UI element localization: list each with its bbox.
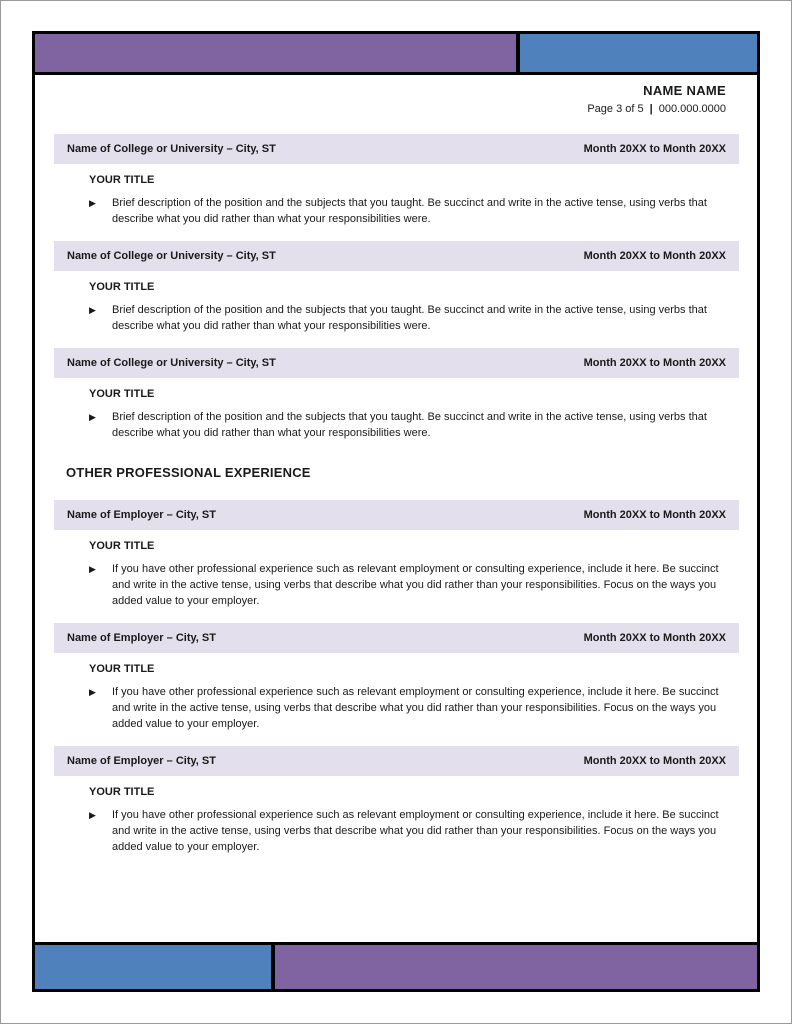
entry-dates: Month 20XX to Month 20XX [583, 250, 726, 262]
entry-title: YOUR TITLE [89, 786, 155, 798]
bottom-color-band [35, 942, 757, 989]
entry-dates: Month 20XX to Month 20XX [583, 357, 726, 369]
top-blue-block [520, 34, 757, 72]
entry-bullet [89, 195, 739, 227]
entry-header-bar [54, 134, 739, 164]
right-triangle-bullet-icon: ▶ [89, 810, 96, 820]
entry-organization: Name of Employer – City, ST [67, 509, 216, 521]
phone-number: 000.000.0000 [658, 103, 726, 115]
header-separator: | [649, 103, 653, 115]
entry-dates: Month 20XX to Month 20XX [583, 143, 726, 155]
entry-bullet [89, 807, 739, 855]
resume-content [54, 134, 739, 869]
entry-description: If you have other professional experience such as relevant employment or consulting experience, include it here. Be succinct and write in the active tense, using verbs that describe what you did rather than your responsibilities. Focus on the ways you added value to your employer. [112, 809, 719, 853]
entry-organization: Name of College or University – City, ST [67, 357, 276, 369]
right-triangle-bullet-icon: ▶ [89, 564, 96, 574]
entry-description: Brief description of the position and the subjects that you taught. Be succinct and write in the active tense, using verbs that describe what you did rather than what your responsibilities were. [112, 411, 707, 439]
right-triangle-bullet-icon: ▶ [89, 412, 96, 422]
top-purple-block [35, 34, 516, 72]
page-header [587, 83, 726, 115]
entry-dates: Month 20XX to Month 20XX [583, 632, 726, 644]
page-number: Page 3 of 5 [587, 103, 644, 115]
entry-header-bar [54, 500, 739, 530]
entry-header-bar [54, 623, 739, 653]
employer-entry [54, 623, 739, 732]
entry-header-bar [54, 746, 739, 776]
entry-title: YOUR TITLE [89, 663, 155, 675]
section-heading-other-experience: OTHER PROFESSIONAL EXPERIENCE [66, 465, 311, 480]
entry-dates: Month 20XX to Month 20XX [583, 509, 726, 521]
entry-organization: Name of College or University – City, ST [67, 143, 276, 155]
entry-title: YOUR TITLE [89, 281, 155, 293]
employer-entry [54, 500, 739, 609]
entry-bullet [89, 684, 739, 732]
entry-organization: Name of Employer – City, ST [67, 755, 216, 767]
entry-title: YOUR TITLE [89, 540, 155, 552]
right-triangle-bullet-icon: ▶ [89, 305, 96, 315]
bottom-purple-block [275, 945, 757, 989]
entry-organization: Name of Employer – City, ST [67, 632, 216, 644]
entry-title: YOUR TITLE [89, 388, 155, 400]
entry-description: If you have other professional experience such as relevant employment or consulting experience, include it here. Be succinct and write in the active tense, using verbs that describe what you did rather than your responsibilities. Focus on the ways you added value to your employer. [112, 686, 719, 730]
entry-description: If you have other professional experience such as relevant employment or consulting experience, include it here. Be succinct and write in the active tense, using verbs that describe what you did rather than your responsibilities. Focus on the ways you added value to your employer. [112, 563, 719, 607]
header-meta [587, 103, 726, 115]
right-triangle-bullet-icon: ▶ [89, 198, 96, 208]
entry-description: Brief description of the position and the subjects that you taught. Be succinct and write in the active tense, using verbs that describe what you did rather than what your responsibilities were. [112, 304, 707, 332]
entry-bullet [89, 302, 739, 334]
entry-header-bar [54, 348, 739, 378]
teaching-entry [54, 348, 739, 441]
entry-title: YOUR TITLE [89, 174, 155, 186]
right-triangle-bullet-icon: ▶ [89, 687, 96, 697]
entry-bullet [89, 409, 739, 441]
entry-description: Brief description of the position and the subjects that you taught. Be succinct and write in the active tense, using verbs that describe what you did rather than what your responsibilities were. [112, 197, 707, 225]
entry-bullet [89, 561, 739, 609]
header-name: NAME NAME [643, 83, 726, 98]
entry-dates: Month 20XX to Month 20XX [583, 755, 726, 767]
teaching-entry [54, 134, 739, 227]
teaching-entry [54, 241, 739, 334]
entry-organization: Name of College or University – City, ST [67, 250, 276, 262]
entry-header-bar [54, 241, 739, 271]
employer-entry [54, 746, 739, 855]
top-color-band [35, 34, 757, 75]
bottom-blue-block [35, 945, 271, 989]
